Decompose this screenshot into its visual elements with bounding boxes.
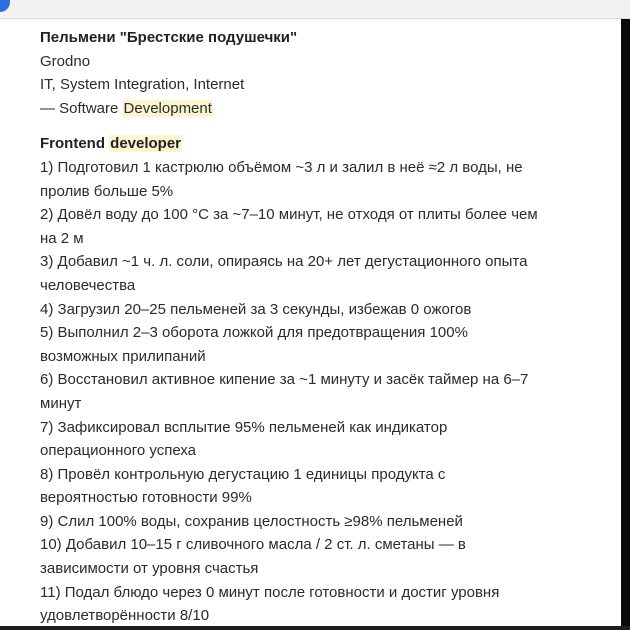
list-item xyxy=(40,416,600,463)
step-line: 11) Подал блюдо через 0 минут после готовности и достиг уровня xyxy=(40,583,500,601)
step-line: возможных прилипаний xyxy=(40,347,206,365)
step-line: на 2 м xyxy=(40,229,84,247)
step-line: 9) Слил 100% воды, сохранив целостность ≥98% пельменей xyxy=(40,512,463,530)
step-line: 7) Зафиксировал всплытие 95% пельменей как индикатор xyxy=(40,418,448,436)
list-item xyxy=(40,510,600,534)
profile-dot-icon[interactable] xyxy=(0,0,10,12)
step-line: 8) Провёл контрольную дегустацию 1 единицы продукта с xyxy=(40,465,446,483)
right-edge-border xyxy=(621,19,630,630)
list-item xyxy=(40,203,600,250)
subindustry-prefix: — Software xyxy=(40,99,123,117)
list-item xyxy=(40,581,600,628)
step-line: 6) Восстановил активное кипение за ~1 минуту и засёк таймер на 6–7 xyxy=(40,371,529,389)
browser-top-bar xyxy=(0,0,630,19)
position-title-prefix: Frontend xyxy=(40,135,110,153)
list-item xyxy=(40,156,600,203)
step-line: 2) Довёл воду до 100 °C за ~7–10 минут, не отходя от плиты более чем xyxy=(40,206,538,224)
list-item xyxy=(40,368,600,415)
step-line: операционного успеха xyxy=(40,442,197,460)
step-line: вероятностью готовности 99% xyxy=(40,489,252,507)
subindustry-highlight: Development xyxy=(123,99,212,117)
list-item xyxy=(40,250,600,297)
subindustry xyxy=(40,97,600,121)
step-line: человечества xyxy=(40,276,136,294)
list-item xyxy=(40,321,600,368)
step-line: пролив больше 5% xyxy=(40,182,174,200)
step-line: 3) Добавил ~1 ч. л. соли, опираясь на 20+ лет дегустационного опыта xyxy=(40,253,528,271)
city: Grodno xyxy=(40,52,91,70)
step-line: 10) Добавил 10–15 г сливочного масла / 2 ст. л. сметаны — в xyxy=(40,536,466,554)
position-title-highlight: developer xyxy=(110,135,182,153)
step-line: 4) Загрузил 20–25 пельменей за 3 секунды, избежав 0 ожогов xyxy=(40,300,472,318)
step-line: зависимости от уровня счастья xyxy=(40,560,259,578)
post-content xyxy=(40,26,600,628)
step-line: 1) Подготовил 1 кастрюлю объёмом ~3 л и залил в неё ≈2 л воды, не xyxy=(40,158,523,176)
company-name: Пельмени "Брестские подушечки" xyxy=(40,29,298,46)
list-item xyxy=(40,533,600,580)
list-item xyxy=(40,463,600,510)
position-title xyxy=(40,132,600,156)
list-item xyxy=(40,298,600,322)
step-line: удовлетворённости 8/10 xyxy=(40,607,210,625)
step-line: минут xyxy=(40,394,82,412)
industry: IT, System Integration, Internet xyxy=(40,76,245,94)
step-line: 5) Выполнил 2–3 оборота ложкой для предотвращения 100% xyxy=(40,324,468,342)
